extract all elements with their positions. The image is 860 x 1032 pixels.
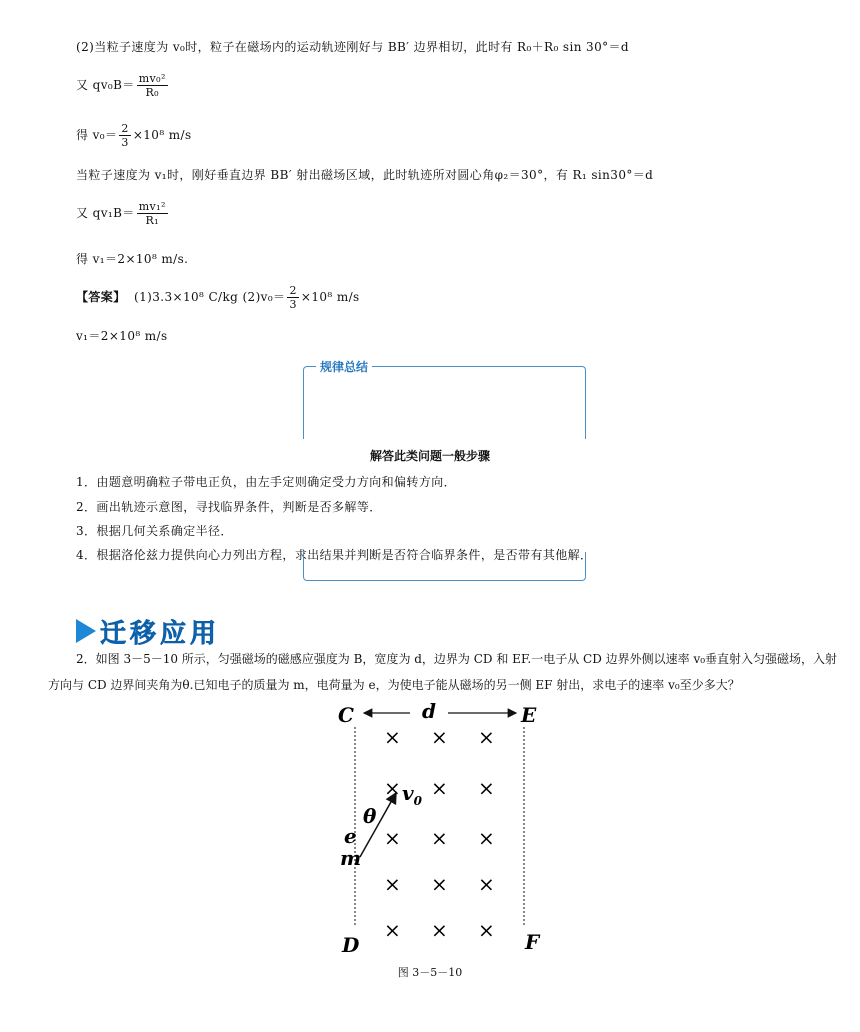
- field-cross: ×: [431, 918, 448, 942]
- solution-line-6: 得 v₁＝2×10⁸ m/s.: [76, 252, 189, 266]
- answer-label: 【答案】: [76, 290, 126, 304]
- field-cross: ×: [431, 776, 448, 800]
- fraction: [137, 200, 168, 227]
- label-theta: θ: [363, 804, 377, 828]
- section-banner: [76, 614, 220, 648]
- figure-caption: 图 3－5－10: [397, 966, 463, 979]
- solution-line-1: (2)当粒子速度为 v₀时，粒子在磁场内的运动轨迹刚好与 BB′ 边界相切，此时有 R₀＋R₀ sin 30°＝d: [76, 40, 630, 54]
- fraction-numerator: 2: [289, 284, 297, 297]
- solution-line-5: [76, 200, 170, 227]
- field-cross: ×: [431, 826, 448, 850]
- field-cross: ×: [478, 872, 495, 896]
- fraction: [287, 284, 298, 311]
- fraction-numerator: mv₁²: [138, 200, 166, 213]
- fraction-denominator: R₁: [145, 214, 159, 227]
- field-cross: ×: [478, 776, 495, 800]
- fraction: [137, 72, 168, 99]
- fraction-denominator: R₀: [145, 86, 159, 99]
- field-cross: ×: [478, 918, 495, 942]
- field-cross: ×: [384, 826, 401, 850]
- play-arrow-icon: [76, 619, 96, 643]
- label-f: F: [525, 930, 540, 954]
- field-cross: ×: [478, 826, 495, 850]
- fraction-numerator: 2: [121, 122, 129, 135]
- field-cross: ×: [384, 872, 401, 896]
- answer-line-1: [76, 284, 360, 311]
- summary-step-4: 4．根据洛伦兹力提供向心力列出方程，求出结果并判断是否符合临界条件，是否带有其他解．: [76, 548, 593, 562]
- label-v0: $v_0$: [402, 781, 422, 808]
- field-cross: ×: [384, 776, 401, 800]
- solution-line-3-prefix: 得 v₀＝: [76, 128, 118, 142]
- section-title: 迁移应用: [100, 618, 221, 649]
- solution-line-3: [76, 122, 192, 149]
- summary-heading: 解答此类问题一般步骤: [369, 449, 490, 463]
- field-cross: ×: [384, 918, 401, 942]
- field-cross: ×: [384, 725, 401, 749]
- summary-tag: 规律总结: [316, 358, 372, 375]
- answer-part-1-suffix: ×10⁸ m/s: [300, 290, 360, 304]
- solution-line-2-prefix: 又 qv₀B＝: [76, 78, 135, 92]
- field-cross: ×: [431, 725, 448, 749]
- answer-line-2: v₁＝2×10⁸ m/s: [76, 329, 168, 343]
- problem-text: 2．如图 3－5－10 所示，匀强磁场的磁感应强度为 B，宽度为 d，边界为 CD 和 EF.一电子从 CD 边界外侧以速率 v₀垂直射入匀强磁场，入射方向与 CD 边界间夹角为θ.已知电子的质量为 m，电荷量为 e，为使电子能从磁场的另一侧 EF 射出，求电子的速率 v₀至少多大？: [48, 652, 838, 692]
- label-d-bottom: D: [342, 933, 360, 957]
- label-c: C: [338, 703, 354, 727]
- summary-step-2: 2．画出轨迹示意图，寻找临界条件，判断是否多解等．: [76, 500, 382, 514]
- solution-line-3-suffix: ×10⁸ m/s: [132, 128, 192, 142]
- summary-step-3: 3．根据几何关系确定半径．: [76, 524, 233, 538]
- magnetic-field-figure: [330, 695, 550, 963]
- summary-step-1: 1．由题意明确粒子带电正负，由左手定则确定受力方向和偏转方向．: [76, 475, 457, 489]
- solution-line-2: [76, 72, 170, 99]
- summary-box-top: [303, 366, 586, 439]
- label-e-top: E: [521, 703, 537, 727]
- field-cross: ×: [478, 725, 495, 749]
- answer-part-1: (1)3.3×10⁸ C/kg (2)v₀＝: [134, 290, 286, 304]
- fraction-denominator: 3: [289, 298, 297, 311]
- field-cross: ×: [431, 872, 448, 896]
- summary-box-bottom: [303, 552, 586, 581]
- fraction-numerator: mv₀²: [138, 72, 166, 85]
- label-charge-e: e: [344, 824, 357, 848]
- solution-line-5-prefix: 又 qv₁B＝: [76, 206, 135, 220]
- fraction: [119, 122, 130, 149]
- label-mass-m: m: [340, 846, 362, 870]
- fraction-denominator: 3: [121, 136, 129, 149]
- solution-line-4: 当粒子速度为 v₁时，刚好垂直边界 BB′ 射出磁场区域，此时轨迹所对圆心角φ₂＝30°，有 R₁ sin30°＝d: [76, 168, 654, 182]
- label-width-d: d: [422, 699, 436, 723]
